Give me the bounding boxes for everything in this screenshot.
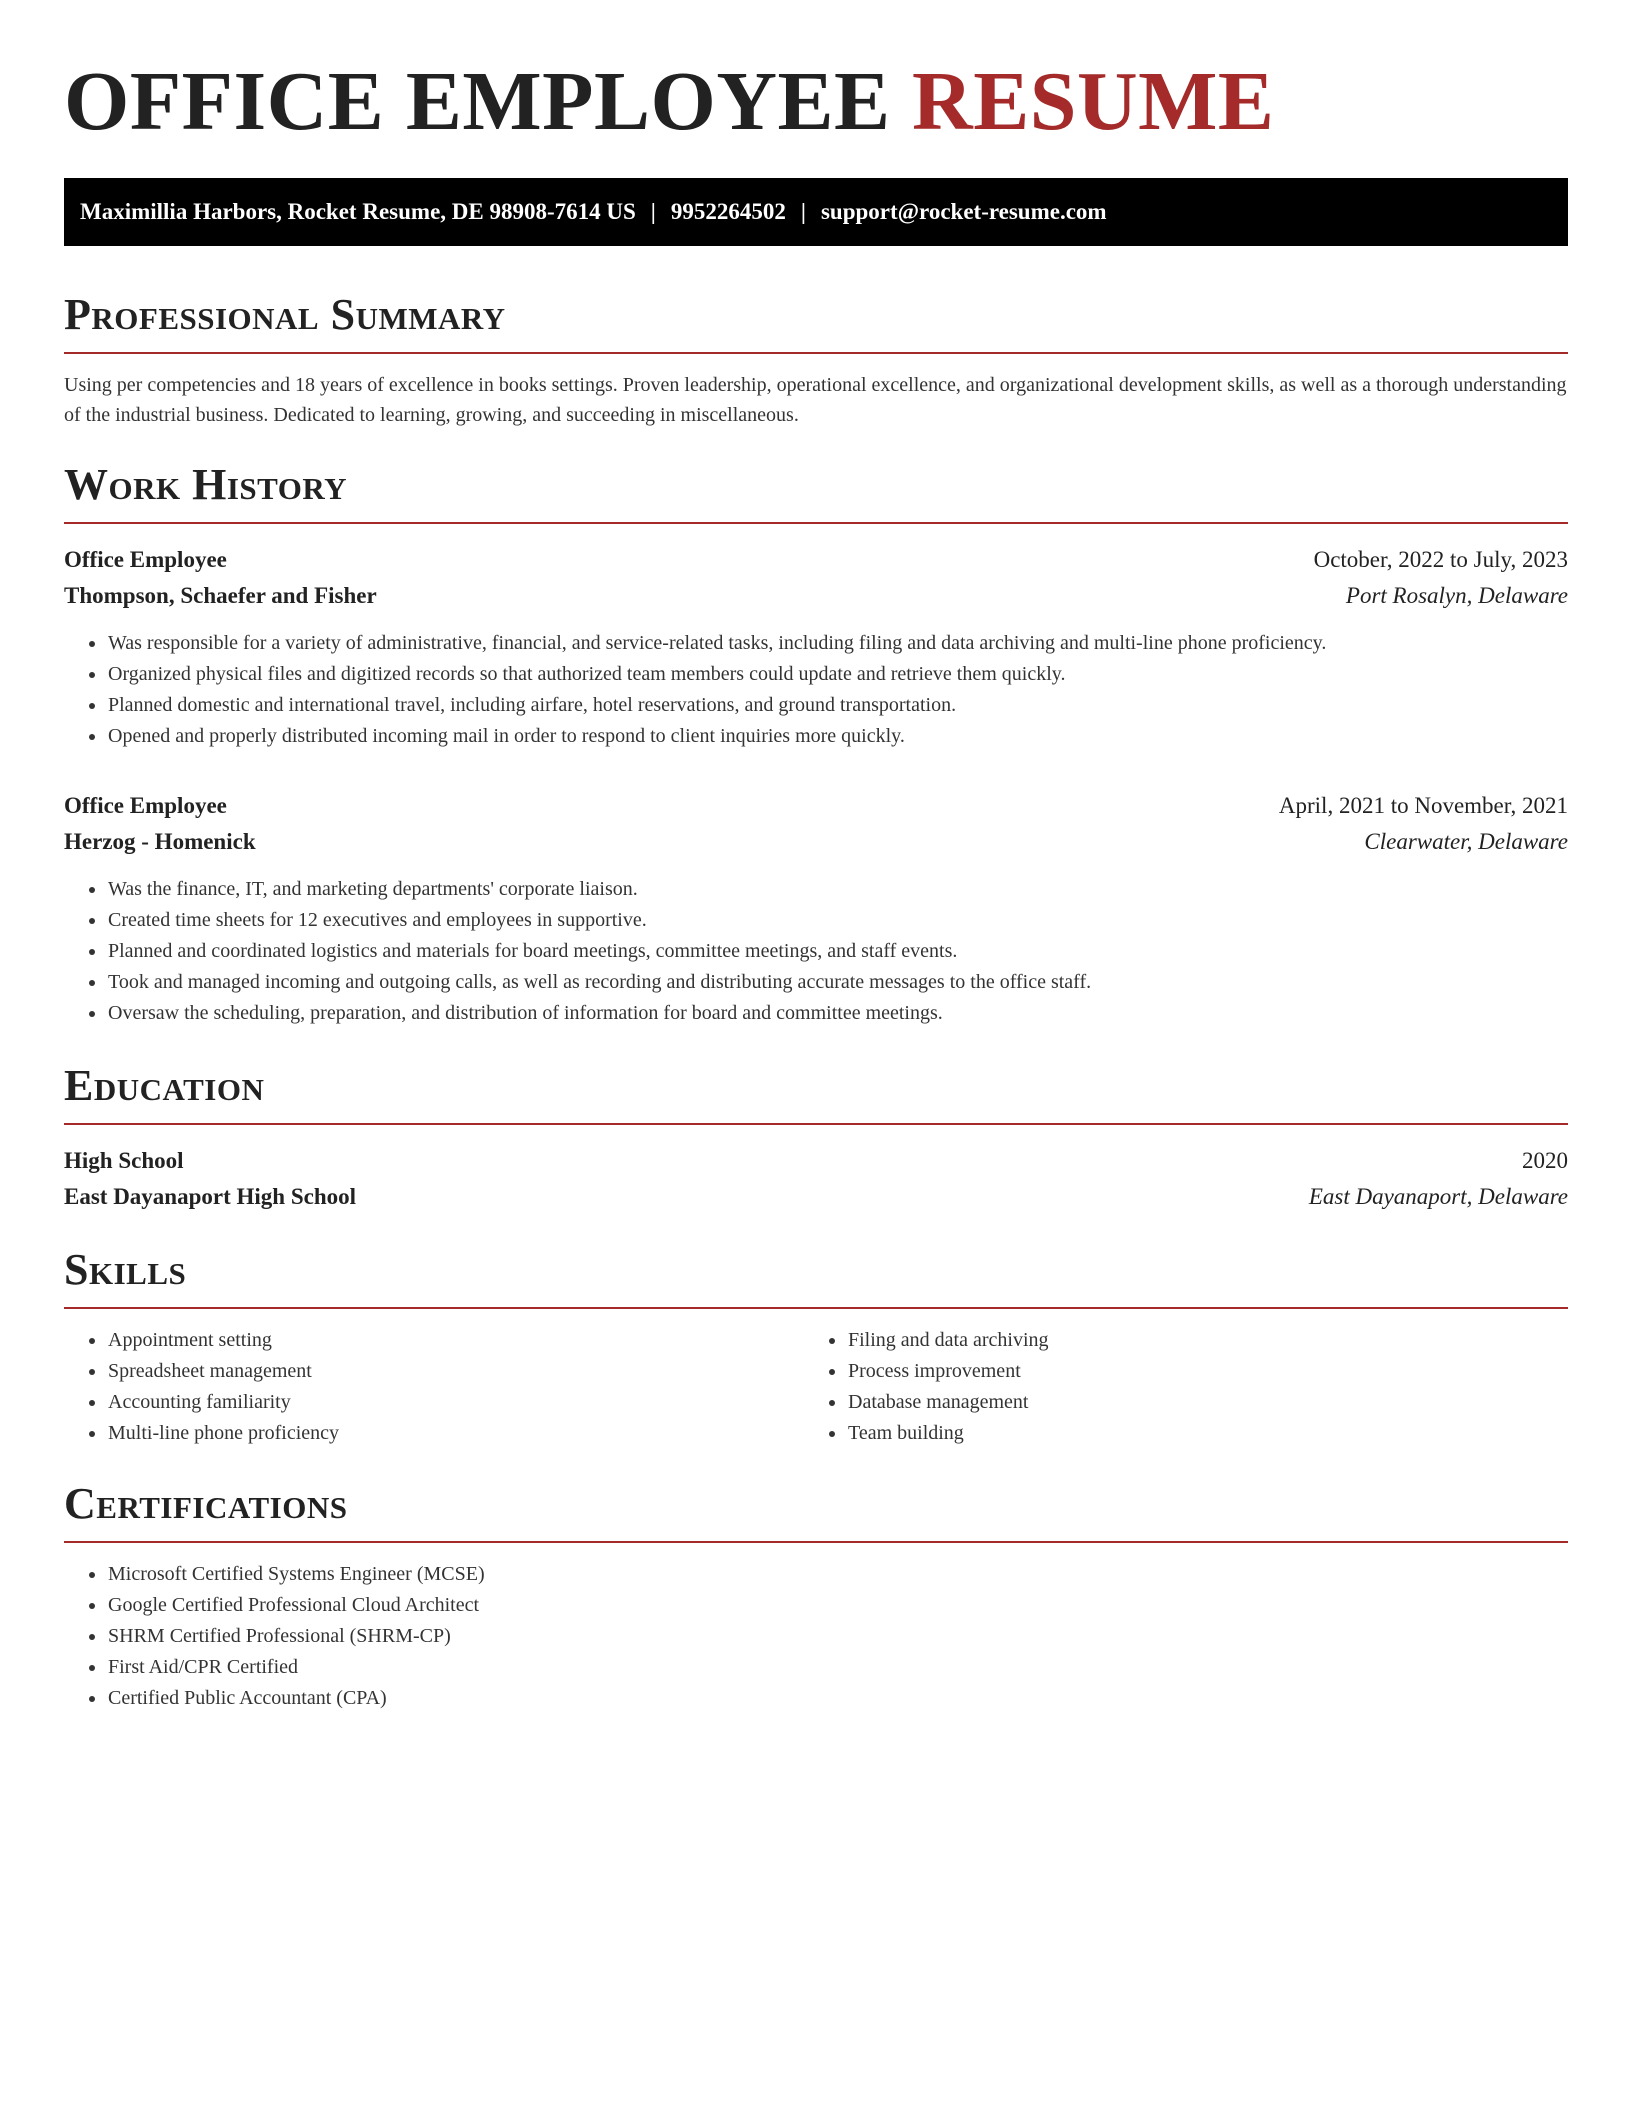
- job-entry: [64, 788, 1568, 1029]
- contact-separator: |: [800, 199, 806, 224]
- certifications-section: [64, 1477, 1568, 1714]
- job-title-row: [64, 542, 1568, 578]
- section-heading-education: Education: [64, 1061, 265, 1110]
- skills-list: [804, 1325, 1544, 1449]
- list-item: • SHRM Certified Professional (SHRM-CP): [107, 1621, 1568, 1652]
- job-title: Office Employee: [64, 547, 227, 572]
- job-company: Herzog - Homenick: [64, 829, 256, 854]
- job-title: Office Employee: [64, 793, 227, 818]
- contact-separator: |: [650, 199, 656, 224]
- list-item: • Microsoft Certified Systems Engineer (MCSE): [107, 1559, 1568, 1590]
- professional-summary-section: [64, 288, 1568, 430]
- resume-title: [64, 52, 1568, 152]
- section-divider: [64, 1123, 1568, 1125]
- list-item: • Took and managed incoming and outgoing calls, as well as recording and distributing accurate messages to the office staff.: [107, 967, 1568, 998]
- list-item: • Process improvement: [847, 1356, 1544, 1387]
- section-divider: [64, 352, 1568, 354]
- list-item: • Team building: [847, 1418, 1544, 1449]
- list-item: • Certified Public Accountant (CPA): [107, 1683, 1568, 1714]
- list-item: • First Aid/CPR Certified: [107, 1652, 1568, 1683]
- list-item: • Filing and data archiving: [847, 1325, 1544, 1356]
- education-location: East Dayanaport, Delaware: [1308, 1184, 1568, 1209]
- education-year: 2020: [1522, 1148, 1568, 1173]
- title-main: OFFICE EMPLOYEE: [64, 55, 891, 148]
- list-item: • Appointment setting: [107, 1325, 804, 1356]
- contact-address: Maximillia Harbors, Rocket Resume, DE 98908-7614 US: [80, 199, 636, 224]
- job-title-row: [64, 788, 1568, 824]
- job-location: Clearwater, Delaware: [1364, 829, 1568, 854]
- section-divider: [64, 1307, 1568, 1309]
- section-heading-certifications: Certifications: [64, 1479, 348, 1528]
- skills-column-left: [64, 1325, 804, 1449]
- summary-text: Using per competencies and 18 years of excellence in books settings. Proven leadership, operational excellence, and organizational development skills, as well as a thorough understanding of the industrial business. Dedicated to learning, growing, and succeeding in miscellaneous.: [64, 374, 1567, 426]
- education-school: East Dayanaport High School: [64, 1184, 357, 1209]
- job-dates: October, 2022 to July, 2023: [1313, 547, 1568, 572]
- job-company-row: [64, 578, 1568, 614]
- contact-email: support@rocket-resume.com: [820, 199, 1107, 224]
- list-item: • Multi-line phone proficiency: [107, 1418, 804, 1449]
- job-duties-list: [64, 628, 1568, 752]
- title-accent: RESUME: [912, 55, 1275, 148]
- list-item: • Oversaw the scheduling, preparation, and distribution of information for board and committee meetings.: [107, 998, 1568, 1029]
- list-item: • Opened and properly distributed incoming mail in order to respond to client inquiries more quickly.: [107, 721, 1568, 752]
- list-item: • Spreadsheet management: [107, 1356, 804, 1387]
- list-item: • Database management: [847, 1387, 1544, 1418]
- job-location: Port Rosalyn, Delaware: [1345, 583, 1568, 608]
- education-degree-row: [64, 1143, 1568, 1179]
- section-divider: [64, 1541, 1568, 1543]
- section-heading-work: Work History: [64, 460, 348, 509]
- work-history-section: [64, 458, 1568, 1029]
- education-degree: High School: [64, 1148, 184, 1173]
- certifications-list: [64, 1559, 1568, 1714]
- skills-section: [64, 1243, 1568, 1449]
- contact-bar: [64, 178, 1568, 246]
- list-item: • Was responsible for a variety of administrative, financial, and service-related tasks, including filing and data archiving and multi-line phone proficiency.: [107, 628, 1568, 659]
- job-company-row: [64, 824, 1568, 860]
- job-duties-list: [64, 874, 1568, 1029]
- list-item: • Organized physical files and digitized records so that authorized team members could update and retrieve them quickly.: [107, 659, 1568, 690]
- contact-phone: 9952264502: [670, 199, 786, 224]
- education-section: [64, 1059, 1568, 1215]
- job-company: Thompson, Schaefer and Fisher: [64, 583, 377, 608]
- list-item: • Google Certified Professional Cloud Architect: [107, 1590, 1568, 1621]
- education-entry: [64, 1143, 1568, 1215]
- list-item: • Planned and coordinated logistics and materials for board meetings, committee meetings, and staff events.: [107, 936, 1568, 967]
- job-dates: April, 2021 to November, 2021: [1278, 793, 1568, 818]
- list-item: • Accounting familiarity: [107, 1387, 804, 1418]
- skills-column-right: [804, 1325, 1544, 1449]
- section-heading-summary: Professional Summary: [64, 290, 506, 339]
- list-item: • Was the finance, IT, and marketing departments' corporate liaison.: [107, 874, 1568, 905]
- section-divider: [64, 522, 1568, 524]
- job-entry: [64, 542, 1568, 752]
- list-item: • Planned domestic and international travel, including airfare, hotel reservations, and ground transportation.: [107, 690, 1568, 721]
- section-heading-skills: Skills: [64, 1245, 187, 1294]
- education-school-row: [64, 1179, 1568, 1215]
- skills-list: [64, 1325, 804, 1449]
- skills-grid: [64, 1325, 1568, 1449]
- list-item: • Created time sheets for 12 executives and employees in supportive.: [107, 905, 1568, 936]
